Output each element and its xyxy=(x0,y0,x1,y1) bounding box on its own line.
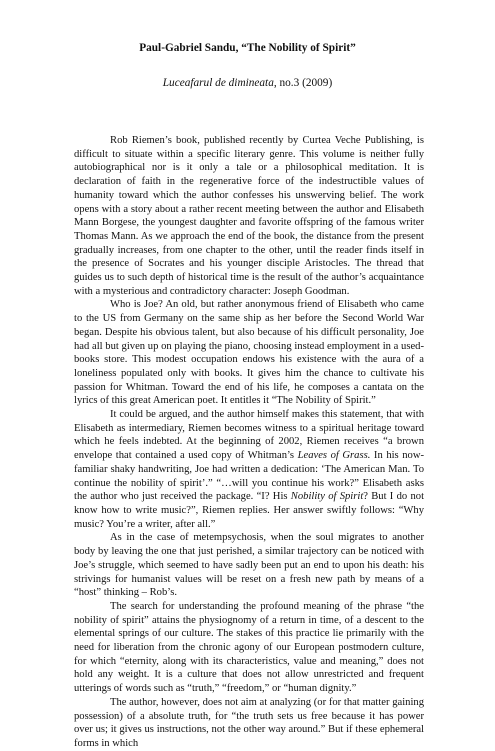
article-source xyxy=(0,76,495,90)
paragraph-3-text-a: It could be argued, and the author himself makes this statement, that with Elisabeth as intermediary, Riemen becomes witness to a spiritual heritage toward which he feels indebted. At the beginning of 2002, Riemen receives “a brown envelope that contained a used copy of Whitman’s xyxy=(74,409,424,462)
source-journal: Luceafarul de dimineata xyxy=(162,77,274,89)
paragraph-5 xyxy=(74,600,424,696)
work-title-nobility-of-spirit: Nobility of Spirit xyxy=(290,491,364,503)
paragraph-2-text: Who is Joe? An old, but rather anonymous friend of Elisabeth who came to the US from Germany on the same ship as her before the Second World War began. Despite his obvious talent, but also because of his difficult personality, Joe had all but given up on playing the piano, choosing instead employment in a used-books store. This modest occupation endows his existence with the aura of a loneliness populated only with books. It gives him the chance to cultivate his passion for Whitman. Toward the end of his life, he composes a cantata on the lyrics of this great American poet. It entitles it “The Nobility of Spirit.” xyxy=(74,299,424,407)
paragraph-6-text: The author, however, does not aim at analyzing (or for that matter gaining possession) of a absolute truth, for “the truth sets us free because it has power over us; it gives us instructions, not the other way around.” But if these ephemeral forms in which xyxy=(74,696,424,749)
paragraph-4 xyxy=(74,531,424,600)
book-title-leaves-of-grass: Leaves of Grass. xyxy=(297,450,371,462)
paragraph-3 xyxy=(74,408,424,531)
paragraph-2 xyxy=(74,298,424,408)
paragraph-3-text-c: ? But I do not know how to write music?”, Riemen replies. Her answer swiftly follows: “Why music? You’re a writer, after all.” xyxy=(74,491,425,530)
paragraph-1 xyxy=(74,134,424,298)
source-issue: , no.3 (2009) xyxy=(273,77,333,89)
paragraph-6 xyxy=(74,696,424,751)
article-title-text: Paul-Gabriel Sandu, “The Nobility of Spirit” xyxy=(139,42,356,54)
paragraph-3-text-b: In his now-familiar shaky handwriting, Joe had written a dedication: ‘The American Man. To continue the nobility of spirit’.” “…will you continue his work?” Elisabeth asks the author who just received the package. “I? His xyxy=(74,450,425,503)
paragraph-4-text: As in the case of metempsychosis, when the soul migrates to another body by leaving the one that just perished, a similar trajectory can be noticed with Joe’s struggle, which seemed to have sadly been put an end to upon his death: his strivings for humanist values will be reset on a fresh new path by means of a “host” thinking – Rob’s. xyxy=(74,532,424,599)
paragraph-5-text: The search for understanding the profound meaning of the phrase “the nobility of spirit” attains the physiognomy of a return in time, of a descent to the elemental springs of our culture. The stakes of this practice lie primarily with the need for liberation from the chronic agony of our European postmodern culture, for which “eternity, along with its characteristics, value and meaning,” does not hold any weight. It is a culture that does not allow unrestricted and frequent utterings of words such as “truth,” “freedom,” or “human dignity.” xyxy=(74,600,424,695)
paragraph-1-text: Rob Riemen’s book, published recently by Curtea Veche Publishing, is difficult to situate within a specific literary genre. This volume is neither fully autobiographical nor is it only a tale or a philosophical meditation. It is declaration of faith in the regenerative force of the indestructible values of humanity toward which the author confesses his unswerving belief. The work opens with a story about a rather recent meeting between the author and Elisabeth Mann Borgese, the youngest daughter and favorite offspring of the famous writer Thomas Mann. As we approach the end of the book, the distance from the present gradually increases, from one chapter to the other, until the reader finds itself in the presence of Socrates and his younger disciple Aristocles. The thread that guides us to such depth of historical time is the result of the author’s acquaintance with a mysterious and contradictory character: Joseph Goodman. xyxy=(74,135,424,297)
article-body xyxy=(74,134,424,751)
article-title xyxy=(0,41,495,55)
